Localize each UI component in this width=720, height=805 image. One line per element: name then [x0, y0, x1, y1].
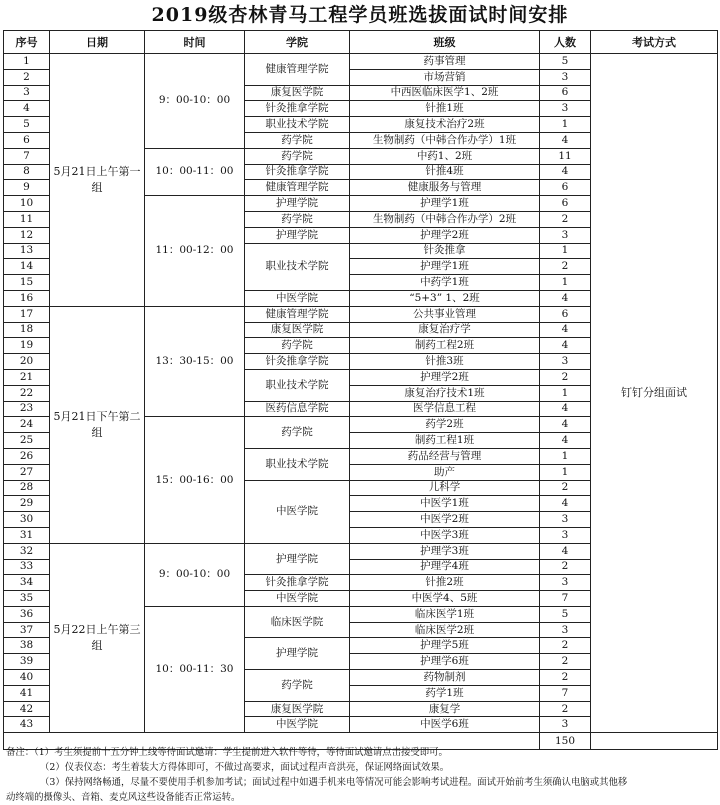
count-cell: 4 — [540, 401, 591, 417]
college-cell: 护理学院 — [245, 196, 350, 212]
row-number: 38 — [4, 638, 50, 654]
row-number: 29 — [4, 496, 50, 512]
class-cell: 药学2班 — [350, 417, 540, 433]
college-cell: 药学院 — [245, 148, 350, 164]
count-cell: 3 — [540, 527, 591, 543]
row-number: 23 — [4, 401, 50, 417]
count-cell: 3 — [540, 512, 591, 528]
class-cell: 药物制剂 — [350, 670, 540, 686]
count-cell: 5 — [540, 54, 591, 70]
page-title: 2019级杏林青马工程学员班选拔面试时间安排 — [151, 4, 569, 26]
class-cell: 助产 — [350, 464, 540, 480]
count-cell: 6 — [540, 180, 591, 196]
header-college: 学院 — [245, 31, 350, 54]
header-time: 时间 — [145, 31, 245, 54]
row-number: 31 — [4, 527, 50, 543]
class-cell: 公共事业管理 — [350, 306, 540, 322]
date-cell: 5月22日上午第三组 — [50, 543, 145, 733]
row-number: 32 — [4, 543, 50, 559]
row-number: 20 — [4, 354, 50, 370]
college-cell: 中医学院 — [245, 591, 350, 607]
header-date: 日期 — [50, 31, 145, 54]
row-number: 13 — [4, 243, 50, 259]
exam-method-cell: 钉钉分组面试 — [591, 54, 718, 733]
count-cell: 3 — [540, 622, 591, 638]
note-line: （3）保持网络畅通，尽量不要使用手机参加考试；面试过程中如遇手机来电等情况可能会影响考试进程。面试开始前考生须确认电脑或其他移 — [40, 777, 628, 788]
count-cell: 6 — [540, 196, 591, 212]
class-cell: 康复治疗学 — [350, 322, 540, 338]
college-cell: 中医学院 — [245, 717, 350, 733]
class-cell: 护理学1班 — [350, 259, 540, 275]
row-number: 18 — [4, 322, 50, 338]
header-row — [4, 31, 718, 54]
class-cell: 药事管理 — [350, 54, 540, 70]
class-cell: 护理学5班 — [350, 638, 540, 654]
college-cell: 职业技术学院 — [245, 448, 350, 480]
row-number: 42 — [4, 701, 50, 717]
row-number: 34 — [4, 575, 50, 591]
class-cell: 针推2班 — [350, 575, 540, 591]
class-cell: 中西医临床医学1、2班 — [350, 85, 540, 101]
row-number: 7 — [4, 148, 50, 164]
college-cell: 针灸推拿学院 — [245, 164, 350, 180]
class-cell: 生物制药（中韩合作办学）2班 — [350, 211, 540, 227]
count-cell: 2 — [540, 369, 591, 385]
count-cell: 4 — [540, 496, 591, 512]
count-cell: 2 — [540, 670, 591, 686]
count-cell: 4 — [540, 322, 591, 338]
row-number: 19 — [4, 338, 50, 354]
class-cell: 生物制药（中韩合作办学）1班 — [350, 132, 540, 148]
college-cell: 健康管理学院 — [245, 54, 350, 86]
class-cell: 中医学3班 — [350, 527, 540, 543]
college-cell: 针灸推拿学院 — [245, 101, 350, 117]
class-cell: 护理学2班 — [350, 227, 540, 243]
class-cell: 中医学4、5班 — [350, 591, 540, 607]
class-cell: 中医学6班 — [350, 717, 540, 733]
college-cell: 药学院 — [245, 338, 350, 354]
time-cell: 13：30-15：00 — [145, 306, 245, 417]
row-number: 35 — [4, 591, 50, 607]
count-cell: 6 — [540, 306, 591, 322]
count-cell: 3 — [540, 101, 591, 117]
count-cell: 2 — [540, 638, 591, 654]
row-number: 36 — [4, 606, 50, 622]
note-line: 备注：（1）考生须提前十五分钟上线等待面试邀请：学生提前进入软件等待，等待面试邀请点击接受即可。 — [6, 747, 448, 758]
class-cell: 中医学2班 — [350, 512, 540, 528]
class-cell: 针推4班 — [350, 164, 540, 180]
count-cell: 3 — [540, 354, 591, 370]
row-number: 11 — [4, 211, 50, 227]
count-cell: 2 — [540, 211, 591, 227]
college-cell: 康复医学院 — [245, 85, 350, 101]
time-cell: 10：00-11：00 — [145, 148, 245, 195]
class-cell: 临床医学1班 — [350, 606, 540, 622]
college-cell: 职业技术学院 — [245, 369, 350, 401]
table-body — [4, 54, 718, 750]
row-number: 14 — [4, 259, 50, 275]
class-cell: 制药工程2班 — [350, 338, 540, 354]
count-cell: 2 — [540, 654, 591, 670]
date-cell: 5月21日上午第一组 — [50, 54, 145, 307]
college-cell: 健康管理学院 — [245, 180, 350, 196]
count-cell: 2 — [540, 480, 591, 496]
row-number: 1 — [4, 54, 50, 70]
count-cell: 4 — [540, 338, 591, 354]
college-cell: 康复医学院 — [245, 322, 350, 338]
count-cell: 1 — [540, 464, 591, 480]
row-number: 40 — [4, 670, 50, 686]
college-cell: 中医学院 — [245, 480, 350, 543]
row-number: 43 — [4, 717, 50, 733]
count-cell: 2 — [540, 259, 591, 275]
row-number: 2 — [4, 69, 50, 85]
count-cell: 4 — [540, 164, 591, 180]
count-cell: 4 — [540, 417, 591, 433]
count-cell: 2 — [540, 701, 591, 717]
college-cell: 职业技术学院 — [245, 243, 350, 290]
class-cell: 康复治疗技术1班 — [350, 385, 540, 401]
count-cell: 1 — [540, 275, 591, 291]
row-number: 10 — [4, 196, 50, 212]
count-cell: 4 — [540, 132, 591, 148]
count-cell: 3 — [540, 717, 591, 733]
count-cell: 7 — [540, 591, 591, 607]
college-cell: 健康管理学院 — [245, 306, 350, 322]
row-number: 5 — [4, 117, 50, 133]
college-cell: 药学院 — [245, 132, 350, 148]
count-cell: 4 — [540, 433, 591, 449]
row-number: 12 — [4, 227, 50, 243]
class-cell: 药学1班 — [350, 685, 540, 701]
row-number: 28 — [4, 480, 50, 496]
class-cell: 康复学 — [350, 701, 540, 717]
class-cell: 中医学1班 — [350, 496, 540, 512]
college-cell: 康复医学院 — [245, 701, 350, 717]
college-cell: 针灸推拿学院 — [245, 575, 350, 591]
row-number: 26 — [4, 448, 50, 464]
college-cell: 针灸推拿学院 — [245, 354, 350, 370]
row-number: 30 — [4, 512, 50, 528]
row-number: 27 — [4, 464, 50, 480]
count-cell: 3 — [540, 575, 591, 591]
row-number: 37 — [4, 622, 50, 638]
class-cell: 针推1班 — [350, 101, 540, 117]
row-number: 25 — [4, 433, 50, 449]
class-cell: 针推3班 — [350, 354, 540, 370]
college-cell: 护理学院 — [245, 638, 350, 670]
row-number: 33 — [4, 559, 50, 575]
college-cell: 中医学院 — [245, 290, 350, 306]
time-cell: 10：00-11：30 — [145, 606, 245, 732]
row-number: 4 — [4, 101, 50, 117]
header-method: 考试方式 — [591, 31, 718, 54]
table-row — [4, 54, 718, 70]
row-number: 3 — [4, 85, 50, 101]
college-cell: 职业技术学院 — [245, 117, 350, 133]
count-cell: 1 — [540, 448, 591, 464]
class-cell: 中药1、2班 — [350, 148, 540, 164]
header-count: 人数 — [540, 31, 591, 54]
time-cell: 15：00-16：00 — [145, 417, 245, 543]
row-number: 41 — [4, 685, 50, 701]
header-no: 序号 — [4, 31, 50, 54]
row-number: 15 — [4, 275, 50, 291]
count-cell: 1 — [540, 117, 591, 133]
note-line: 动终端的摄像头、音箱、麦克风这些设备能否正常运转。 — [6, 792, 241, 803]
row-number: 21 — [4, 369, 50, 385]
row-number: 17 — [4, 306, 50, 322]
class-cell: 市场营销 — [350, 69, 540, 85]
time-cell: 9：00-10：00 — [145, 543, 245, 606]
college-cell: 护理学院 — [245, 543, 350, 575]
count-cell: 4 — [540, 290, 591, 306]
class-cell: 儿科学 — [350, 480, 540, 496]
count-cell: 7 — [540, 685, 591, 701]
count-cell: 3 — [540, 227, 591, 243]
class-cell: 药品经营与管理 — [350, 448, 540, 464]
count-cell: 2 — [540, 559, 591, 575]
class-cell: 护理学6班 — [350, 654, 540, 670]
class-cell: 临床医学2班 — [350, 622, 540, 638]
schedule-table — [3, 30, 718, 750]
header-class: 班级 — [350, 31, 540, 54]
class-cell: 护理学3班 — [350, 543, 540, 559]
count-cell: 5 — [540, 606, 591, 622]
row-number: 16 — [4, 290, 50, 306]
class-cell: 针灸推拿 — [350, 243, 540, 259]
class-cell: “5+3” 1、2班 — [350, 290, 540, 306]
class-cell: 医学信息工程 — [350, 401, 540, 417]
row-number: 24 — [4, 417, 50, 433]
class-cell: 健康服务与管理 — [350, 180, 540, 196]
college-cell: 药学院 — [245, 417, 350, 449]
count-cell: 1 — [540, 243, 591, 259]
date-cell: 5月21日下午第二组 — [50, 306, 145, 543]
count-cell: 6 — [540, 85, 591, 101]
class-cell: 护理学2班 — [350, 369, 540, 385]
class-cell: 制药工程1班 — [350, 433, 540, 449]
row-number: 22 — [4, 385, 50, 401]
class-cell: 中药学1班 — [350, 275, 540, 291]
time-cell: 11：00-12：00 — [145, 196, 245, 307]
college-cell: 护理学院 — [245, 227, 350, 243]
row-number: 8 — [4, 164, 50, 180]
college-cell: 药学院 — [245, 670, 350, 702]
college-cell: 临床医学院 — [245, 606, 350, 638]
total-count: 150 — [540, 733, 591, 750]
college-cell: 药学院 — [245, 211, 350, 227]
class-cell: 护理学4班 — [350, 559, 540, 575]
count-cell: 1 — [540, 385, 591, 401]
notes — [6, 745, 714, 805]
note-line: （2）仪表仪态：考生着装大方得体即可，不做过高要求，面试过程声音洪亮，保证网络面试效果。 — [40, 762, 450, 773]
row-number: 39 — [4, 654, 50, 670]
class-cell: 康复技术治疗2班 — [350, 117, 540, 133]
row-number: 9 — [4, 180, 50, 196]
class-cell: 护理学1班 — [350, 196, 540, 212]
count-cell: 3 — [540, 69, 591, 85]
row-number: 6 — [4, 132, 50, 148]
count-cell: 4 — [540, 543, 591, 559]
count-cell: 11 — [540, 148, 591, 164]
college-cell: 医药信息学院 — [245, 401, 350, 417]
time-cell: 9：00-10：00 — [145, 54, 245, 149]
